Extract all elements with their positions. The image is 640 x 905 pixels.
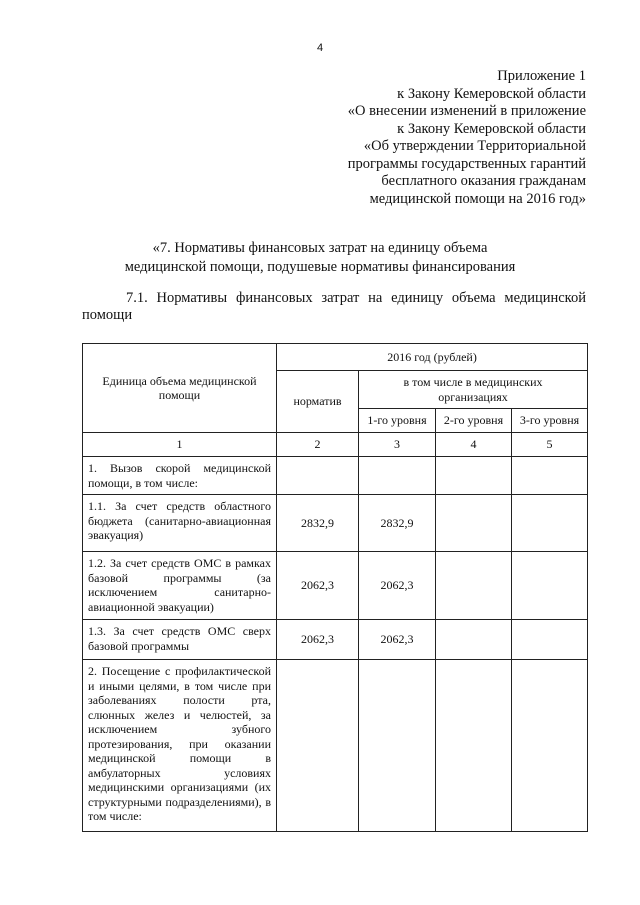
- row-level-1: 2062,3: [359, 620, 436, 660]
- appendix-line: «О внесении изменений в приложение: [347, 103, 586, 119]
- subsection-title-line: помощи: [82, 307, 133, 323]
- row-name: 1. Вызов скорой медицинской помощи, в том числе:: [83, 457, 277, 495]
- row-level-2: [436, 495, 512, 552]
- row-level-3: [512, 552, 588, 620]
- table-row: [83, 495, 588, 552]
- appendix-line: бесплатного оказания гражданам: [381, 173, 586, 189]
- header-including: в том числе в медицинских организациях: [359, 371, 588, 409]
- table-row: [83, 552, 588, 620]
- header-level-2: 2-го уровня: [436, 409, 512, 433]
- table-row: [83, 457, 588, 495]
- page-number: 4: [316, 42, 324, 54]
- section-title-line: медицинской помощи, подушевые нормативы финансирования: [124, 259, 516, 275]
- row-name: 1.1. За счет средств областного бюджета (санитарно-авиационная эвакуация): [83, 495, 277, 552]
- row-norm: 2062,3: [277, 552, 359, 620]
- row-norm: 2832,9: [277, 495, 359, 552]
- row-level-3: [512, 457, 588, 495]
- row-level-3: [512, 660, 588, 832]
- row-name: 1.3. За счет средств ОМС сверх базовой программы: [83, 620, 277, 660]
- appendix-block: [348, 68, 586, 208]
- row-name: 2. Посещение с профилактической и иными целями, в том числе при заболеваниях полости рта, слюнных желез и челюстей, за исключением зубного протезирования, при оказании медицинской помощи в амбулаторных условиях медицинскими организациями (их структурными подразделениями), в том числе:: [83, 660, 277, 832]
- column-number: 4: [436, 433, 512, 457]
- header-level-1: 1-го уровня: [359, 409, 436, 433]
- subsection-title-line: 7.1. Нормативы финансовых затрат на единицу объема медицинской: [126, 290, 586, 306]
- header-level-3: 3-го уровня: [512, 409, 588, 433]
- appendix-line: медицинской помощи на 2016 год»: [369, 190, 586, 207]
- row-norm: 2062,3: [277, 620, 359, 660]
- subsection-title: [82, 290, 586, 324]
- appendix-line: Приложение 1: [497, 68, 586, 84]
- row-level-1: 2832,9: [359, 495, 436, 552]
- table-row: [83, 620, 588, 660]
- header-unit: Единица объема медицинской помощи: [83, 344, 277, 433]
- row-level-1: [359, 457, 436, 495]
- row-level-2: [436, 552, 512, 620]
- row-name: 1.2. За счет средств ОМС в рамках базовой программы (за исключением санитарно-авиационной эвакуации): [83, 552, 277, 620]
- column-number: 1: [83, 433, 277, 457]
- section-title: [0, 239, 640, 277]
- appendix-line: «Об утверждении Территориальной: [363, 138, 586, 154]
- appendix-line: к Закону Кемеровской области: [397, 120, 586, 137]
- row-level-2: [436, 660, 512, 832]
- header-year: 2016 год (рублей): [277, 344, 588, 371]
- column-number: 5: [512, 433, 588, 457]
- column-number: 3: [359, 433, 436, 457]
- row-level-1: 2062,3: [359, 552, 436, 620]
- row-level-3: [512, 620, 588, 660]
- appendix-line: к Закону Кемеровской области: [397, 85, 586, 102]
- row-norm: [277, 457, 359, 495]
- table-row: [83, 660, 588, 832]
- row-norm: [277, 660, 359, 832]
- norms-table: [82, 343, 588, 832]
- header-norm: норматив: [277, 371, 359, 433]
- row-level-2: [436, 620, 512, 660]
- row-level-3: [512, 495, 588, 552]
- section-title-line: «7. Нормативы финансовых затрат на единицу объема: [152, 240, 488, 256]
- row-level-1: [359, 660, 436, 832]
- appendix-line: программы государственных гарантий: [347, 155, 586, 172]
- row-level-2: [436, 457, 512, 495]
- column-number: 2: [277, 433, 359, 457]
